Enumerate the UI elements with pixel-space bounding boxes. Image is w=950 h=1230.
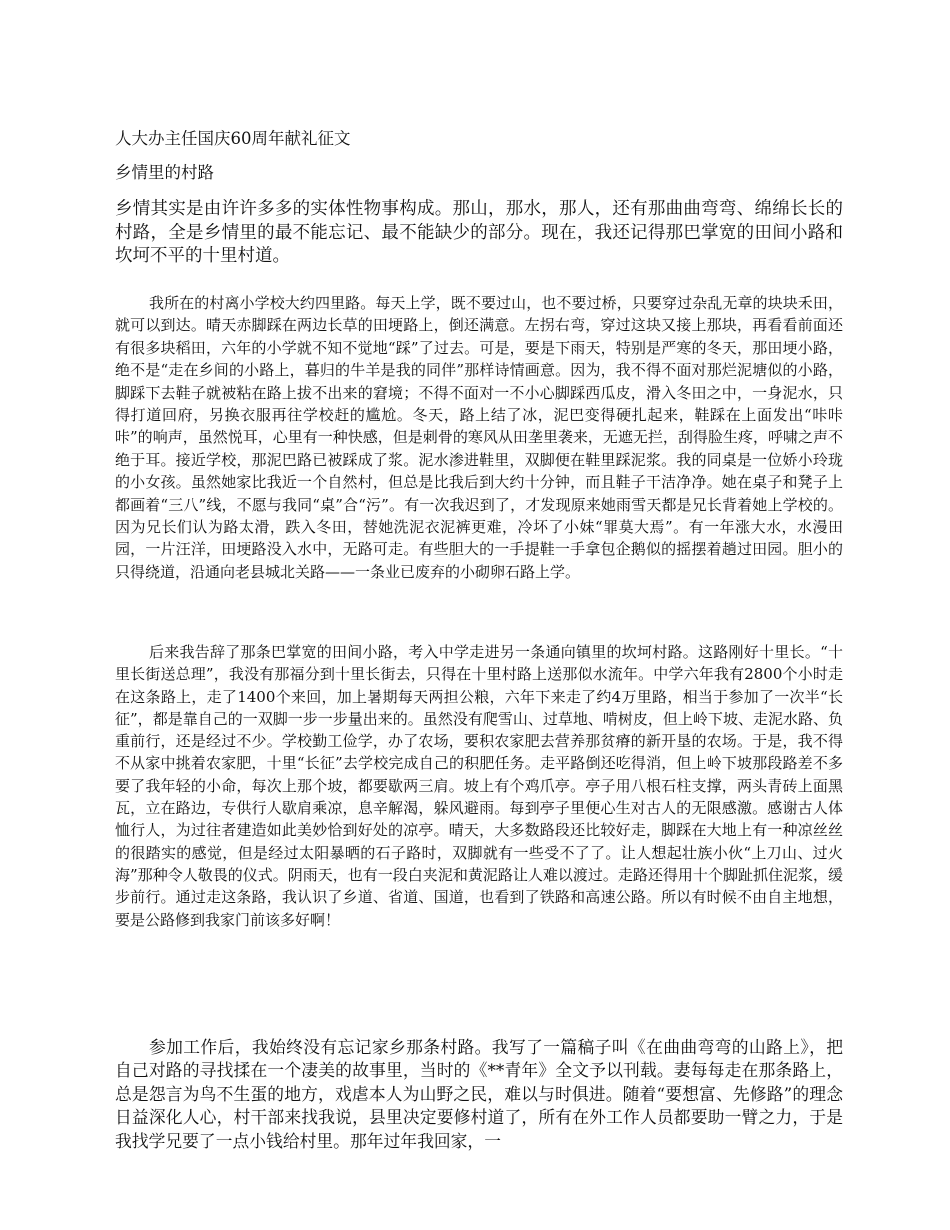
paragraph-primary-school-road: 我所在的村离小学校大约四里路。每天上学，既不要过山，也不要过桥，只要穿过杂乱无章的块块禾田，就可以到达。晴天赤脚踩在两边长草的田埂路上，倒还满意。左拐右弯，穿过这块又接上那块，再看看前面还有很多块稻田，六年的小学就不知不觉地“踩”了过去。可是，要是下雨天，特别是严寒的冬天，那田埂小路，绝不是“走在乡间的小路上，暮归的牛羊是我的同伴”那样诗情画意。因为，我不得不面对那烂泥塘似的小路，脚踩下去鞋子就被粘在路上拔不出来的窘境；不得不面对一不小心脚踩西瓜皮，滑入冬田之中，一身泥水，只得打道回府，另换衣服再往学校赶的尴尬。冬天，路上结了冰，泥巴变得硬扎起来，鞋踩在上面发出“咔咔咔”的响声，虽然悦耳，心里有一种快感，但是刺骨的寒风从田垄里袭来，无遮无拦，刮得脸生疼，呼啸之声不绝于耳。接近学校，那泥巴路已被踩成了浆。泥水渗进鞋里，双脚便在鞋里踩泥浆。我的同桌是一位娇小玲珑的小女孩。虽然她家比我近一个自然村，但总是比我后到大约十分钟，而且鞋子干洁净净。她在桌子和凳子上都画着“三八”线，不愿与我同“桌”合“污”。有一次我迟到了，才发现原来她雨雪天都是兄长背着她上学校的。因为兄长们认为路太滑，跌入冬田，替她洗泥衣泥裤更难，冷坏了小妹“罪莫大焉”。有一年涨大水，水漫田园，一片汪洋，田埂路没入水中，无路可走。有些胆大的一手提鞋一手拿包企鹅似的摇摆着趟过田园。胆小的只得绕道，沿通向老县城北关路——一条业已废弃的小砌卵石路上学。 — [115, 294, 843, 581]
paragraph-after-work: 参加工作后，我始终没有忘记家乡那条村路。我写了一篇稿子叫《在曲曲弯弯的山路上》，把自己对路的寻找揉在一个凄美的故事里，当时的《**青年》全文予以刊载。妻每每走在那条路上，总是怨言为鸟不生蛋的地方，戏虐本人为山野之民，难以与时俱进。随着“要想富、先修路”的理念日益深化人心，村干部来找我说，县里决定要修村道了，所有在外工作人员都要助一臂之力，于是我找学兄要了一点小钱给村里。那年过年我回家，一 — [115, 1037, 843, 1151]
document-title: 人大办主任国庆60周年献礼征文 — [115, 129, 351, 148]
paragraph-intro: 乡情其实是由许许多多的实体性物事构成。那山，那水，那人，还有那曲曲弯弯、绵绵长长的村路，全是乡情里的最不能忘记、最不能缺少的部分。现在，我还记得那巴掌宽的田间小路和坎坷不平的十里村道。 — [115, 199, 843, 266]
paragraph-middle-school-road: 后来我告辞了那条巴掌宽的田间小路，考入中学走进另一条通向镇里的坎坷村路。这路刚好十里长。“十里长街送总理”，我没有那福分到十里长街去，只得在十里村路上送那似水流年。中学六年我有2800个小时走在这条路上，走了1400个来回，加上暑期每天两担公粮，六年下来走了约4万里路，相当于参加了一次半“长征”，都是靠自己的一双脚一步一步量出来的。虽然没有爬雪山、过草地、啃树皮，但上岭下坡、走泥水路、负重前行，还是经过不少。学校勤工俭学，办了农场，要积农家肥去营养那贫瘠的新开垦的农场。于是，我不得不从家中挑着农家肥，十里“长征”去学校完成自己的积肥任务。走平路倒还吃得消，但上岭下坡那段路差不多要了我年轻的小命，每次上那个坡，都要歇两三肩。坡上有个鸡爪亭。亭子用八根石柱支撑，两头青砖上面黑瓦，立在路边，专供行人歇肩乘凉，息辛解渴，躲风避雨。每到亭子里便心生对古人的无限感激。感谢古人体恤行人，为过往者建造如此美妙恰到好处的凉亭。晴天，大多数路段还比较好走，脚踩在大地上有一种凉丝丝的很踏实的感觉，但是经过太阳暴晒的石子路时，双脚就有一些受不了了。让人想起壮族小伙“上刀山、过火海”那种令人敬畏的仪式。阴雨天，也有一段白夹泥和黄泥路让人难以渡过。走路还得用十个脚趾抓住泥浆，缓步前行。通过走这条路，我认识了乡道、省道、国道，也看到了铁路和高速公路。所以有时候不由自主地想，要是公路修到我家门前该多好啊！ — [115, 643, 843, 929]
document-subtitle: 乡情里的村路 — [115, 163, 214, 182]
